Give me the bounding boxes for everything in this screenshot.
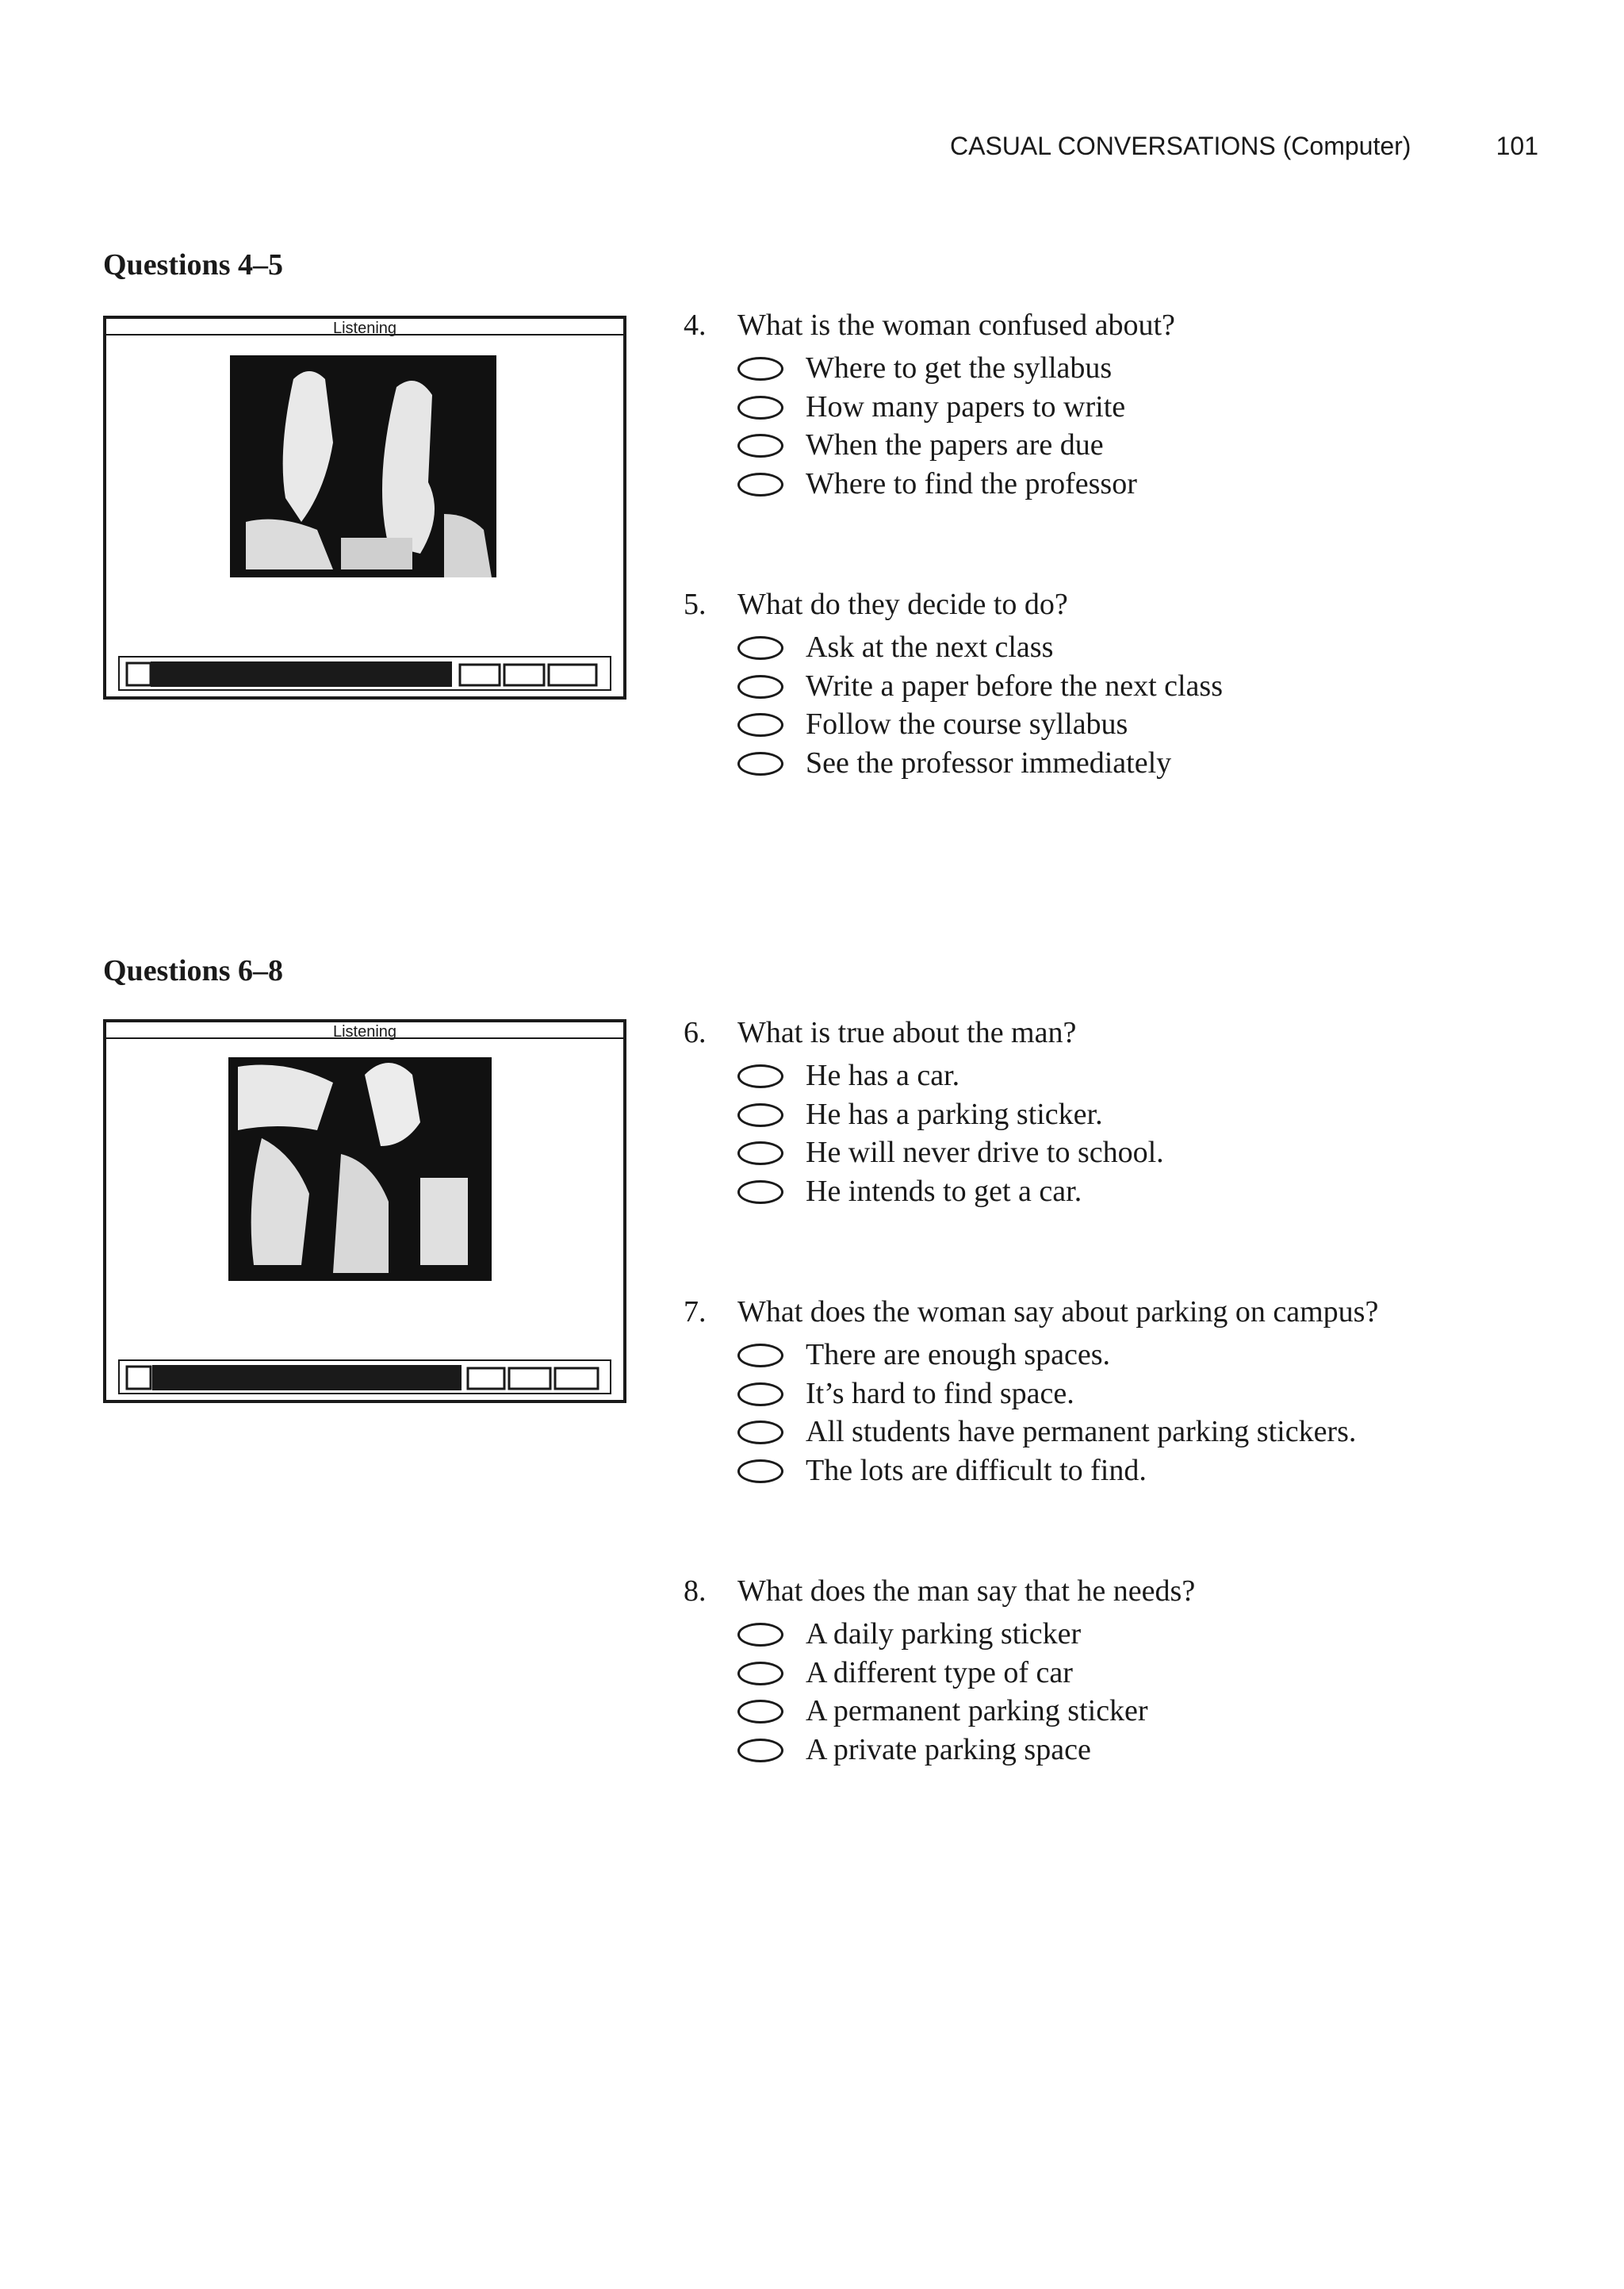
video-photo — [228, 1057, 492, 1281]
radio-oval-icon[interactable] — [737, 396, 783, 420]
answer-option[interactable] — [684, 1731, 1588, 1769]
player-title: Listening — [332, 320, 397, 337]
question-number: 8. — [684, 1574, 707, 1608]
answer-option[interactable] — [684, 426, 1588, 465]
radio-oval-icon[interactable] — [737, 357, 783, 381]
answer-option[interactable] — [684, 1451, 1588, 1490]
question-stem — [684, 1012, 1588, 1053]
option-text: When the papers are due — [806, 428, 1104, 462]
radio-oval-icon[interactable] — [737, 1103, 783, 1127]
question-stem — [684, 305, 1588, 346]
option-text: A daily parking sticker — [806, 1617, 1082, 1651]
radio-oval-icon[interactable] — [737, 1700, 783, 1723]
answer-option[interactable] — [684, 1654, 1588, 1693]
answer-option[interactable] — [684, 628, 1588, 667]
answer-option[interactable] — [684, 1133, 1588, 1172]
player-title: Listening — [332, 1023, 397, 1041]
answer-option[interactable] — [684, 1336, 1588, 1375]
answer-option[interactable] — [684, 705, 1588, 744]
listening-player-frame — [103, 1019, 626, 1414]
answer-options — [684, 628, 1588, 782]
answer-option[interactable] — [684, 1413, 1588, 1451]
radio-oval-icon[interactable] — [737, 636, 783, 660]
listening-player — [103, 1019, 626, 1414]
option-text: Where to get the syllabus — [806, 351, 1113, 385]
answer-options — [684, 1615, 1588, 1769]
answer-option[interactable] — [684, 1692, 1588, 1731]
option-text: The lots are difficult to find. — [806, 1453, 1147, 1487]
radio-oval-icon[interactable] — [737, 675, 783, 699]
video-photo — [230, 355, 496, 577]
radio-oval-icon[interactable] — [737, 1064, 783, 1088]
answer-option[interactable] — [684, 388, 1588, 427]
listening-player-frame — [103, 316, 626, 711]
option-text: He intends to get a car. — [806, 1174, 1082, 1208]
radio-oval-icon[interactable] — [737, 1180, 783, 1204]
radio-oval-icon[interactable] — [737, 1421, 783, 1444]
answer-option[interactable] — [684, 1375, 1588, 1413]
option-text: Follow the course syllabus — [806, 707, 1128, 741]
option-text: Ask at the next class — [806, 631, 1054, 664]
option-text: All students have permanent parking stickers. — [806, 1415, 1357, 1448]
radio-oval-icon[interactable] — [737, 1382, 783, 1406]
radio-oval-icon[interactable] — [737, 1141, 783, 1165]
answer-option[interactable] — [684, 349, 1588, 388]
option-text: Where to find the professor — [806, 466, 1137, 500]
question-4 — [684, 305, 1588, 503]
option-text: How many papers to write — [806, 389, 1126, 424]
answer-options — [684, 349, 1588, 503]
option-text: A different type of car — [806, 1655, 1073, 1689]
answer-option[interactable] — [684, 1172, 1588, 1211]
answer-option[interactable] — [684, 1615, 1588, 1654]
radio-oval-icon[interactable] — [737, 1739, 783, 1762]
option-text: He has a parking sticker. — [806, 1097, 1103, 1131]
question-6 — [684, 1012, 1588, 1210]
radio-oval-icon[interactable] — [737, 473, 783, 497]
option-text: There are enough spaces. — [806, 1338, 1111, 1371]
radio-oval-icon[interactable] — [737, 752, 783, 776]
question-text: What is true about the man? — [737, 1016, 1077, 1049]
player-control-bar — [119, 657, 611, 690]
question-stem — [684, 1570, 1588, 1612]
option-text: It’s hard to find space. — [806, 1376, 1074, 1410]
question-text: What do they decide to do? — [737, 588, 1068, 621]
answer-options — [684, 1336, 1588, 1490]
section-heading: Questions 4–5 — [103, 248, 283, 282]
option-text: He has a car. — [806, 1059, 960, 1092]
page-number: 101 — [1496, 132, 1538, 160]
player-control-bar — [119, 1360, 611, 1394]
answer-options — [684, 1056, 1588, 1210]
option-text: Write a paper before the next class — [806, 669, 1223, 703]
question-text: What does the woman say about parking on campus? — [737, 1295, 1379, 1329]
running-head — [936, 132, 1538, 170]
answer-option[interactable] — [684, 465, 1588, 504]
question-number: 4. — [684, 309, 707, 342]
listening-player — [103, 316, 626, 711]
option-text: See the professor immediately — [806, 746, 1172, 780]
radio-oval-icon[interactable] — [737, 1662, 783, 1685]
radio-oval-icon[interactable] — [737, 713, 783, 737]
answer-option[interactable] — [684, 1056, 1588, 1095]
radio-oval-icon[interactable] — [737, 1623, 783, 1647]
option-text: A private parking space — [806, 1732, 1091, 1766]
question-stem — [684, 1291, 1588, 1332]
radio-oval-icon[interactable] — [737, 1344, 783, 1367]
radio-oval-icon[interactable] — [737, 1459, 783, 1483]
question-number: 5. — [684, 588, 707, 621]
option-text: He will never drive to school. — [806, 1136, 1164, 1169]
answer-option[interactable] — [684, 744, 1588, 783]
question-stem — [684, 584, 1588, 625]
answer-option[interactable] — [684, 1095, 1588, 1134]
answer-option[interactable] — [684, 667, 1588, 706]
question-5 — [684, 584, 1588, 782]
section-heading: Questions 6–8 — [103, 954, 283, 987]
question-text: What does the man say that he needs? — [737, 1574, 1196, 1608]
question-number: 6. — [684, 1016, 707, 1049]
question-8 — [684, 1570, 1588, 1769]
running-title: CASUAL CONVERSATIONS (Computer) — [950, 132, 1411, 160]
radio-oval-icon[interactable] — [737, 434, 783, 458]
question-text: What is the woman confused about? — [737, 309, 1175, 342]
option-text: A permanent parking sticker — [806, 1694, 1148, 1727]
question-number: 7. — [684, 1295, 707, 1329]
question-7 — [684, 1291, 1588, 1490]
